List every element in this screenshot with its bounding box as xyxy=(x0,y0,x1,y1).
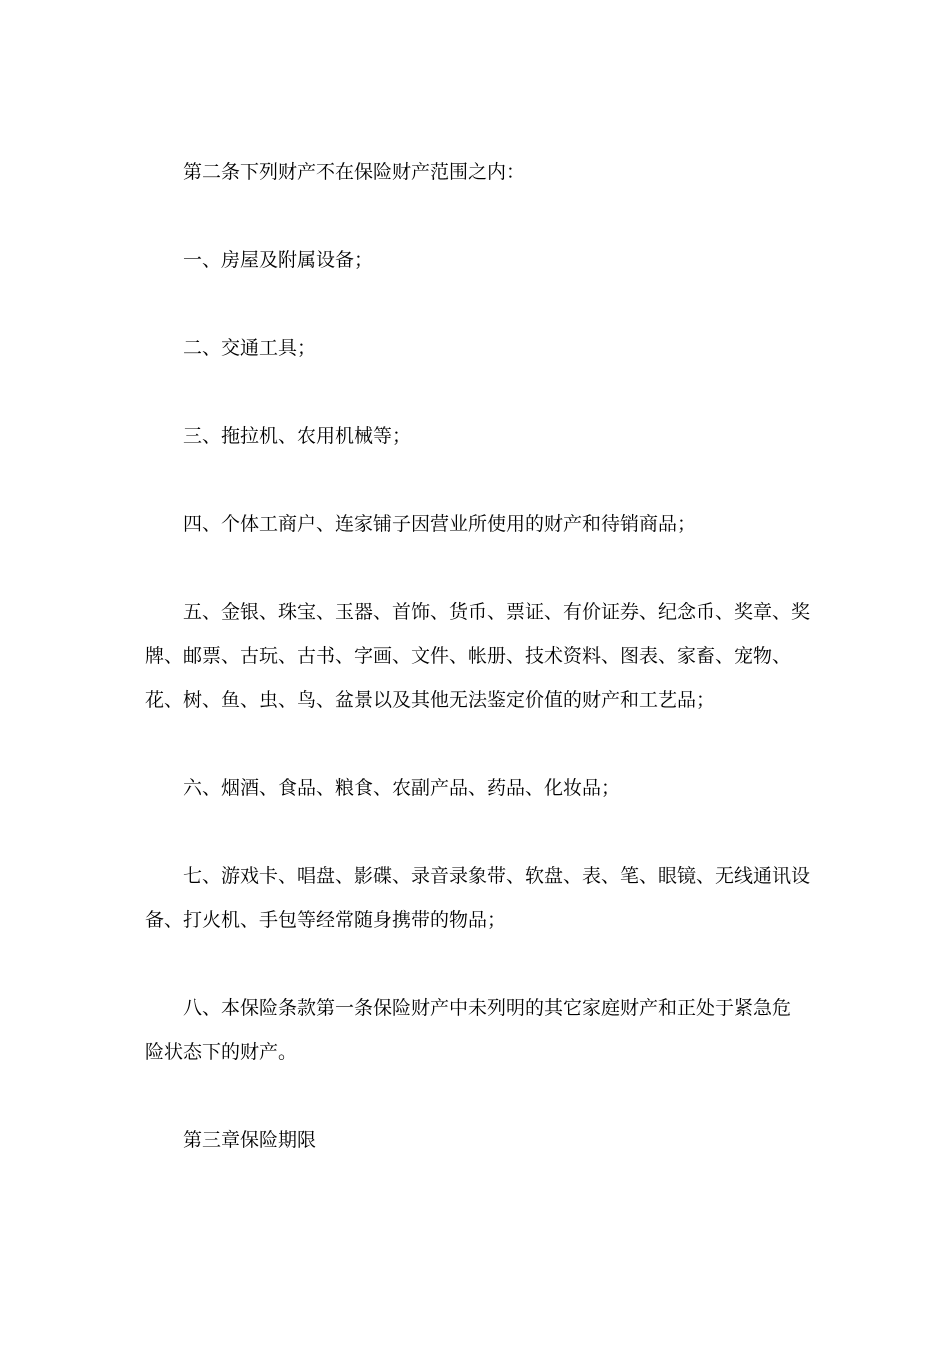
list-item-2: 二、交通工具； xyxy=(183,337,317,359)
list-item-8: 八、本保险条款第一条保险财产中未列明的其它家庭财产和正处于紧急危险状态下的财产。 xyxy=(145,997,792,1063)
article-2-heading: 第二条下列财产不在保险财产范围之内： xyxy=(183,161,526,183)
list-item-7: 七、游戏卡、唱盘、影碟、录音录象带、软盘、表、笔、眼镜、无线通讯设备、打火机、手包等经常随身携带的物品； xyxy=(145,865,811,931)
chapter-3-heading: 第三章保险期限 xyxy=(183,1129,317,1151)
list-item-3: 三、拖拉机、农用机械等； xyxy=(183,425,412,447)
list-item-4: 四、个体工商户、连家铺子因营业所使用的财产和待销商品； xyxy=(183,513,697,535)
list-item-6: 六、烟酒、食品、粮食、农副产品、药品、化妆品； xyxy=(183,777,621,799)
list-item-5: 五、金银、珠宝、玉器、首饰、货币、票证、有价证券、纪念币、奖章、奖牌、邮票、古玩、古书、字画、文件、帐册、技术资料、图表、家畜、宠物、花、树、鱼、虫、鸟、盆景以及其他无法鉴定价值的财产和工艺品； xyxy=(145,601,811,711)
list-item-1: 一、房屋及附属设备； xyxy=(183,249,374,271)
